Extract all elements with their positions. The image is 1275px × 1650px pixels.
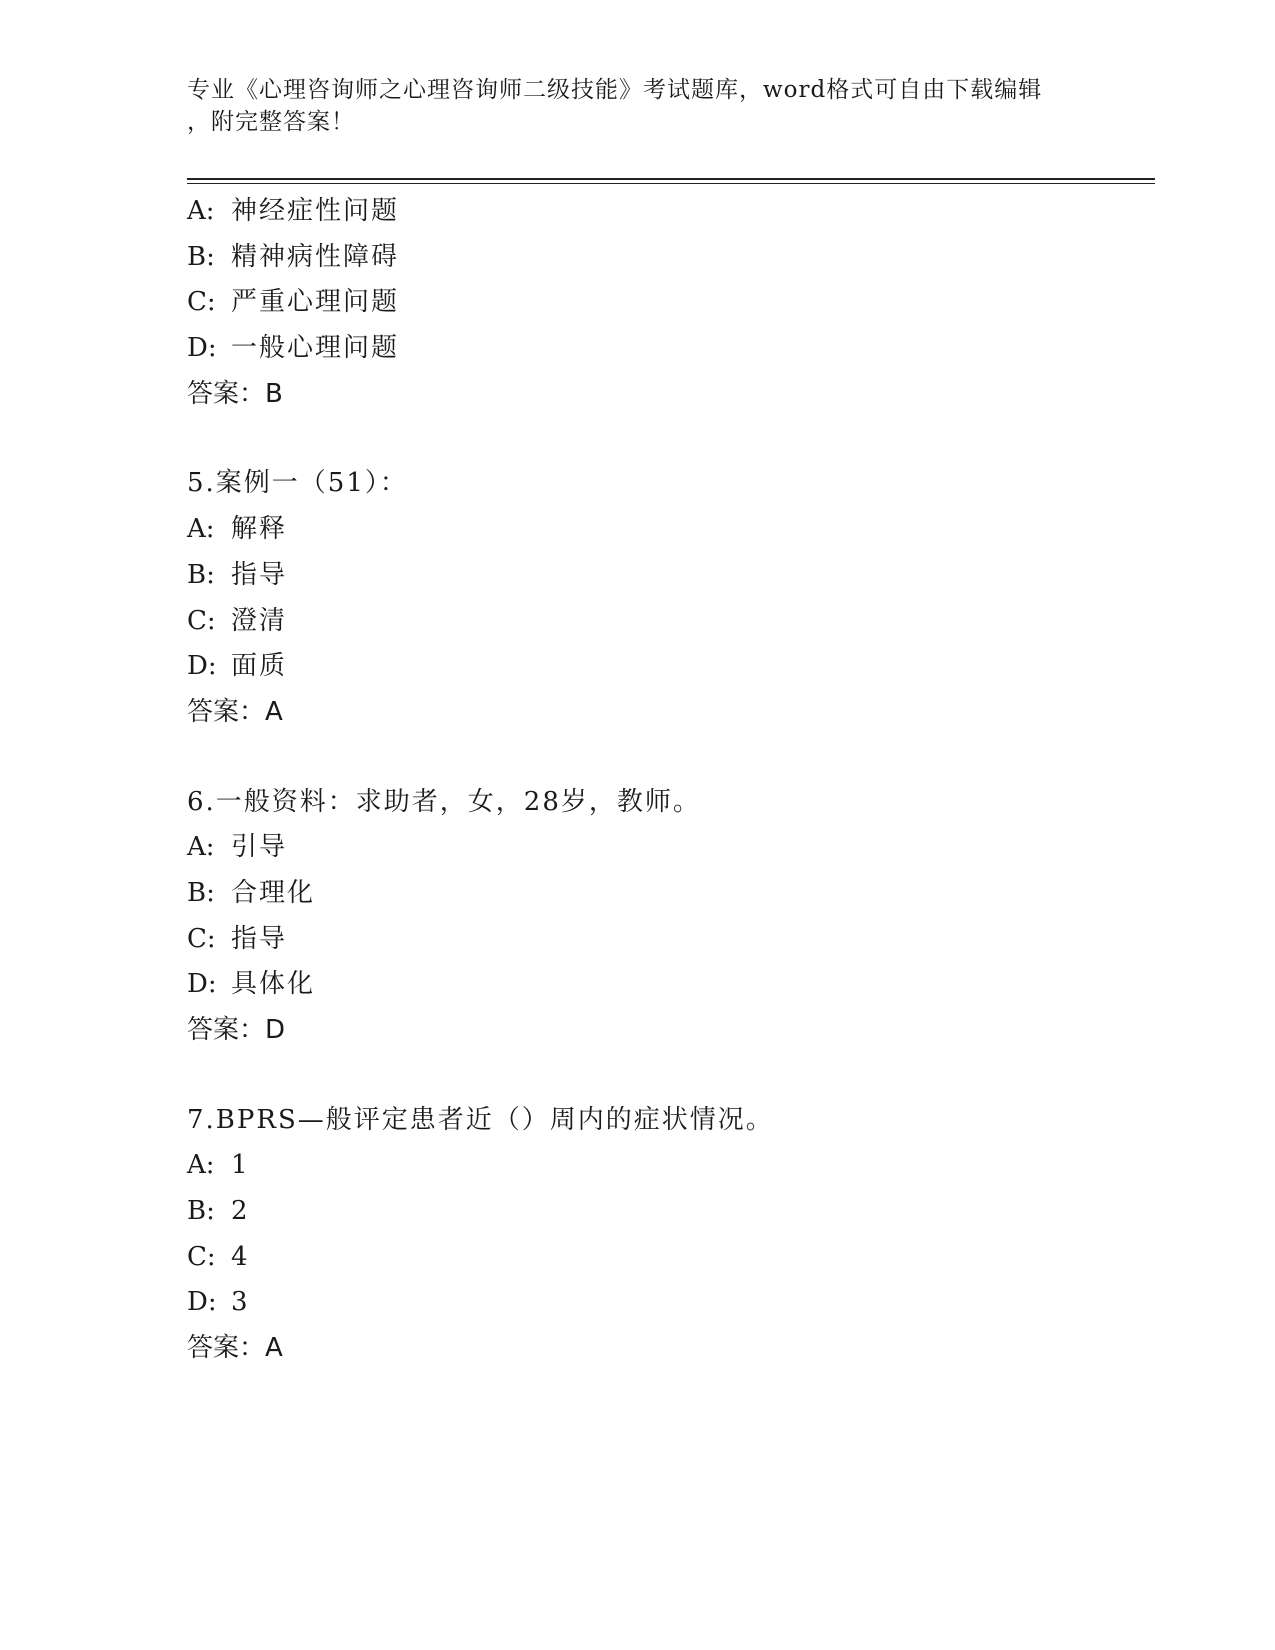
option-a xyxy=(187,507,1147,553)
option-text: 3 xyxy=(231,1287,250,1318)
answer-line: 答案：D xyxy=(187,1015,286,1045)
answer-line: 答案：A xyxy=(187,1333,283,1364)
option-letter: A: xyxy=(187,1150,215,1181)
spacer xyxy=(187,417,1147,461)
option-letter: D: xyxy=(187,1287,217,1318)
option-d xyxy=(187,326,1147,372)
option-letter: D: xyxy=(187,333,217,364)
option-c xyxy=(187,599,1147,645)
option-c xyxy=(187,1235,1147,1281)
header-line-1: 专业《心理咨询师之心理咨询师二级技能》考试题库，word格式可自由下载编辑 xyxy=(187,77,1043,103)
spacer xyxy=(187,1054,1147,1098)
spacer xyxy=(187,736,1147,780)
option-letter: B: xyxy=(187,1196,215,1227)
option-text: 一般心理问题 xyxy=(231,333,400,364)
option-letter: B: xyxy=(187,559,215,590)
option-text: 1 xyxy=(231,1150,250,1181)
question-list xyxy=(187,189,1147,1372)
option-d xyxy=(187,962,1147,1008)
header-line-2: ，附完整答案！ xyxy=(187,109,355,135)
option-letter: A: xyxy=(187,196,215,226)
option-text: 具体化 xyxy=(231,969,316,1000)
document-header xyxy=(187,74,1087,138)
option-a xyxy=(187,189,1147,235)
option-letter: C: xyxy=(187,287,216,318)
option-c xyxy=(187,917,1147,963)
option-letter: B: xyxy=(187,241,215,272)
option-a xyxy=(187,1143,1147,1189)
option-text: 精神病性障碍 xyxy=(231,241,400,272)
option-text: 合理化 xyxy=(231,877,316,908)
option-text: 指导 xyxy=(231,559,288,590)
option-letter: D: xyxy=(187,651,217,682)
option-a xyxy=(187,825,1147,871)
option-text: 澄清 xyxy=(231,605,288,636)
option-letter: C: xyxy=(187,1241,216,1272)
header-divider-thick xyxy=(187,178,1155,180)
option-d xyxy=(187,644,1147,690)
option-text: 解释 xyxy=(231,514,288,545)
option-letter: B: xyxy=(187,877,215,908)
option-b xyxy=(187,1189,1147,1235)
option-text: 引导 xyxy=(231,832,288,863)
option-c xyxy=(187,280,1147,326)
question-title: 5.案例一（51）： xyxy=(187,468,408,499)
question-title: 6.一般资料：求助者，女，28岁，教师。 xyxy=(187,786,701,817)
option-text: 面质 xyxy=(231,651,288,682)
option-text: 4 xyxy=(231,1241,250,1272)
question-block xyxy=(187,189,1147,417)
option-letter: D: xyxy=(187,969,217,1000)
question-title: 7.BPRS—般评定患者近（）周内的症状情况。 xyxy=(187,1104,774,1135)
option-text: 2 xyxy=(231,1196,250,1227)
option-letter: A: xyxy=(187,832,215,863)
question-block xyxy=(187,780,1147,1054)
option-b xyxy=(187,235,1147,281)
option-d xyxy=(187,1280,1147,1326)
option-text: 神经症性问题 xyxy=(231,196,400,226)
option-letter: C: xyxy=(187,923,216,954)
question-block xyxy=(187,1098,1147,1372)
option-b xyxy=(187,871,1147,917)
question-block xyxy=(187,461,1147,735)
option-text: 严重心理问题 xyxy=(231,287,400,318)
option-b xyxy=(187,553,1147,599)
answer-line: 答案：A xyxy=(187,696,283,727)
option-letter: C: xyxy=(187,605,216,636)
option-text: 指导 xyxy=(231,923,288,954)
answer-line: 答案：B xyxy=(187,378,283,409)
option-letter: A: xyxy=(187,514,215,545)
header-divider-thin xyxy=(187,183,1155,184)
